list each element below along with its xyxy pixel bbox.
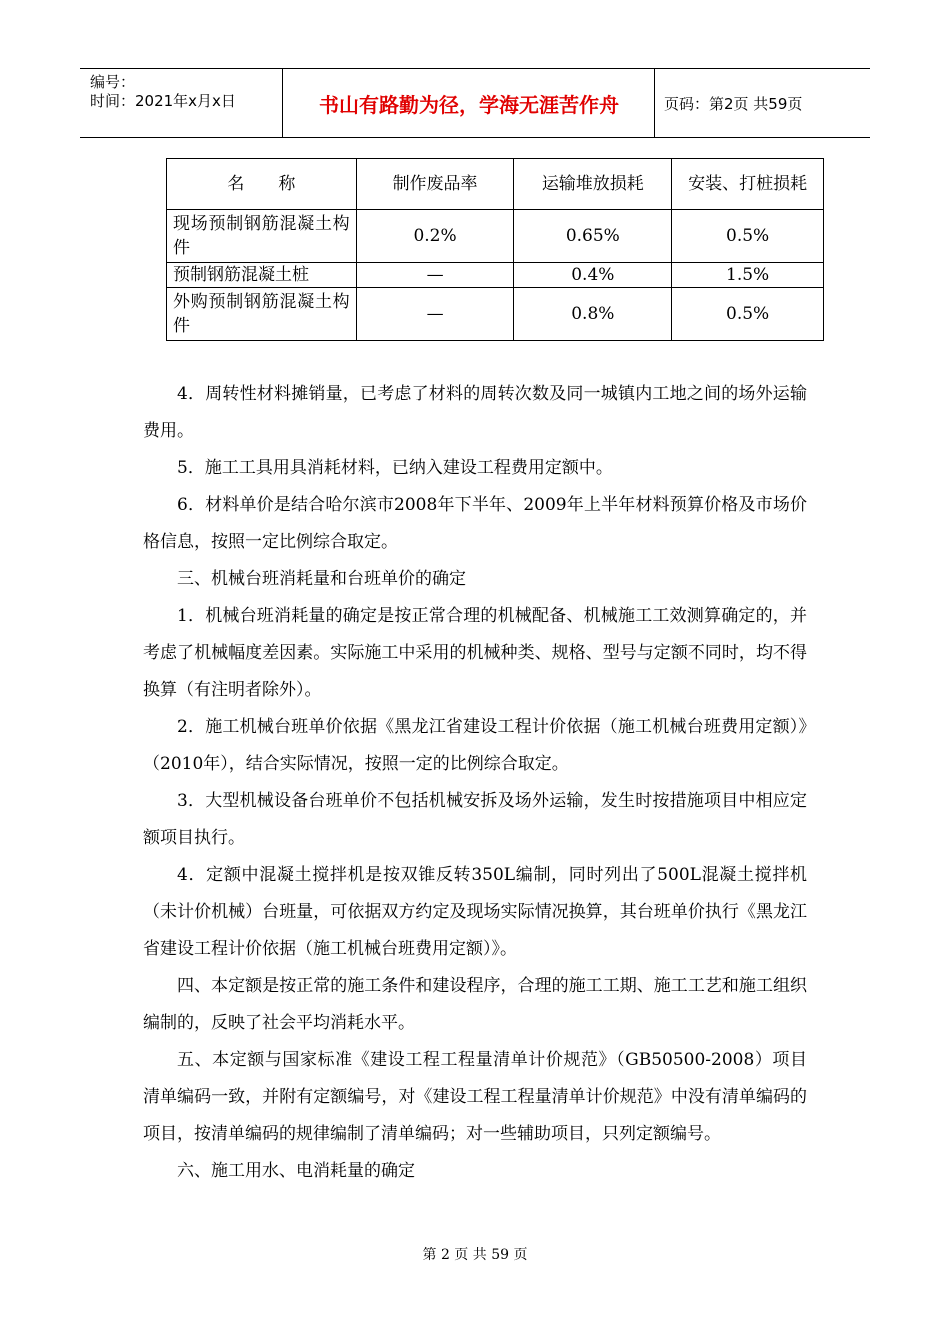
table-row [167, 210, 824, 263]
paragraph: 6．材料单价是结合哈尔滨市2008年下半年、2009年上半年材料预算价格及市场价格信息，按照一定比例综合取定。 [143, 495, 807, 552]
table-cell: 0.8% [514, 288, 672, 341]
table-cell: 现场预制钢筋混凝土构件 [167, 210, 357, 263]
table-header-cell: 安装、打桩损耗 [672, 159, 824, 210]
paragraph: 四、本定额是按正常的施工条件和建设程序，合理的施工工期、施工工艺和施工组织编制的，反映了社会平均消耗水平。 [143, 976, 807, 1033]
section-heading: 三、机械台班消耗量和台班单价的确定 [177, 569, 466, 589]
table-cell: 1.5% [672, 263, 824, 288]
table-cell: — [356, 263, 514, 288]
document-header [80, 68, 870, 138]
header-page-info: 页码：第2页 共59页 [664, 94, 803, 113]
page-footer: 第 2 页 共 59 页 [422, 1247, 528, 1263]
table-header-row [167, 159, 824, 210]
table-cell: — [356, 288, 514, 341]
table-header-cell: 制作废品率 [356, 159, 514, 210]
table-row [167, 288, 824, 341]
paragraph: 3．大型机械设备台班单价不包括机械安拆及场外运输，发生时按措施项目中相应定额项目执行。 [143, 791, 807, 848]
table-header-cell: 运输堆放损耗 [514, 159, 672, 210]
header-meta [90, 73, 236, 111]
paragraph: 4．周转性材料摊销量，已考虑了材料的周转次数及同一城镇内工地之间的场外运输费用。 [143, 384, 807, 441]
material-loss-table [166, 158, 824, 341]
table-cell: 0.2% [356, 210, 514, 263]
paragraph: 五、本定额与国家标准《建设工程工程量清单计价规范》（GB50500-2008）项目清单编码一致，并附有定额编号，对《建设工程工程量清单计价规范》中没有清单编码的项目，按清单编码的规律编制了清单编码；对一些辅助项目，只列定额编号。 [143, 1050, 807, 1144]
table-cell: 外购预制钢筋混凝土构件 [167, 288, 357, 341]
paragraph: 5．施工工具用具消耗材料，已纳入建设工程费用定额中。 [177, 458, 613, 478]
table-cell: 0.4% [514, 263, 672, 288]
table-cell: 0.5% [672, 210, 824, 263]
header-motto: 书山有路勤为径，学海无涯苦作舟 [319, 92, 619, 117]
paragraph: 1．机械台班消耗量的确定是按正常合理的机械配备、机械施工工效测算确定的，并考虑了机械幅度差因素。实际施工中采用的机械种类、规格、型号与定额不同时，均不得换算（有注明者除外）。 [143, 606, 807, 700]
table-cell: 0.5% [672, 288, 824, 341]
section-heading: 六、施工用水、电消耗量的确定 [177, 1161, 415, 1181]
body-text [143, 376, 807, 1190]
paragraph: 2．施工机械台班单价依据《黑龙江省建设工程计价依据（施工机械台班费用定额）》（2010年），结合实际情况，按照一定的比例综合取定。 [143, 717, 807, 774]
table-header-cell: 名 称 [167, 159, 357, 210]
table-row [167, 263, 824, 288]
document-number-label: 编号： [90, 73, 136, 91]
table-cell: 预制钢筋混凝土桩 [167, 263, 357, 288]
paragraph: 4．定额中混凝土搅拌机是按双锥反转350L编制，同时列出了500L混凝土搅拌机（未计价机械）台班量，可依据双方约定及现场实际情况换算，其台班单价执行《黑龙江省建设工程计价依据（施工机械台班费用定额）》。 [143, 865, 807, 959]
document-time-label: 时间：2021年x月x日 [90, 92, 236, 110]
table-cell: 0.65% [514, 210, 672, 263]
